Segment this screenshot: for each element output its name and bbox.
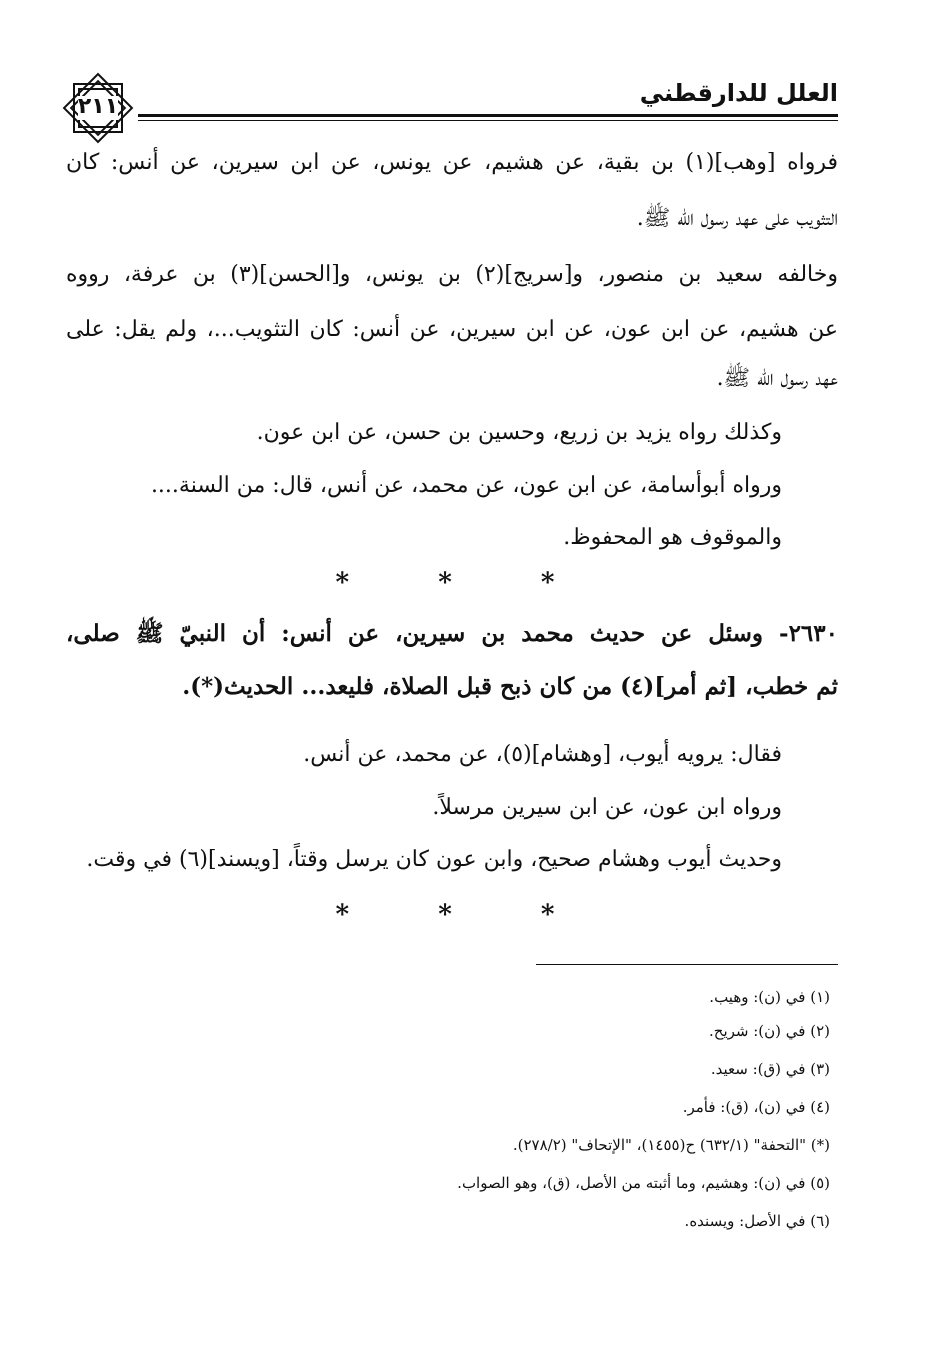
running-header-title: العلل للدارقطني bbox=[639, 79, 838, 107]
footnote: (٣) في (ق): سعيد. bbox=[710, 1060, 830, 1078]
text-line: وخالفه سعيد بن منصور، و[سريج](٢) بن يونس، و[الحسن](٣) بن عرفة، رووه bbox=[66, 262, 838, 287]
text-line: عن هشيم، عن ابن عون، عن ابن سيرين، عن أنس: كان التثويب...، ولم يقل: على bbox=[66, 317, 838, 342]
footnote: (*) "التحفة" (٦٣٢/١) ح(١٤٥٥)، "الإتحاف" (٢٧٨/٢). bbox=[512, 1136, 830, 1154]
text-line: التثويب على عهد رسول الله ﷺ. bbox=[636, 206, 838, 231]
page-number: ٢١١ bbox=[77, 94, 119, 119]
section-separator: * * * bbox=[335, 568, 595, 598]
text-line: والموقوف هو المحفوظ. bbox=[563, 525, 782, 550]
footnote-rule bbox=[536, 964, 838, 965]
text-line: فرواه [وهب](١) بن بقية، عن هشيم، عن يونس، عن ابن سيرين، عن أنس: كان bbox=[66, 150, 838, 175]
footnote: (١) في (ن): وهيب. bbox=[709, 988, 830, 1006]
footnote: (٤) في (ن)، (ق): فأمر. bbox=[682, 1098, 830, 1116]
footnote: (٦) في الأصل: ويسنده. bbox=[684, 1212, 830, 1230]
text-line: ورواه أبوأسامة، عن ابن عون، عن محمد، عن أنس، قال: من السنة.... bbox=[150, 473, 782, 498]
text-line: عهد رسول الله ﷺ. bbox=[716, 366, 838, 391]
header-double-rule bbox=[138, 114, 838, 124]
entry-heading: ٢٦٣٠- وسئل عن حديث محمد بن سيرين، عن أنس: أن النبيّ ﷺ صلى، bbox=[66, 620, 838, 647]
text-line: وحديث أيوب وهشام صحيح، وابن عون كان يرسل وقتاً، [ويسند](٦) في وقت. bbox=[86, 847, 782, 872]
footnote: (٢) في (ن): شريح. bbox=[709, 1022, 830, 1040]
footnote: (٥) في (ن): وهشيم، وما أثبته من الأصل، (ق)، وهو الصواب. bbox=[457, 1174, 830, 1192]
text-line: ورواه ابن عون، عن ابن سيرين مرسلاً. bbox=[432, 795, 782, 820]
section-separator: * * * bbox=[335, 900, 595, 930]
text-line: وكذلك رواه يزيد بن زريع، وحسين بن حسن، عن ابن عون. bbox=[256, 420, 782, 445]
text-line: فقال: يرويه أيوب، [وهشام](٥)، عن محمد، عن أنس. bbox=[303, 742, 782, 767]
page-number-badge bbox=[56, 66, 140, 150]
entry-heading-cont: ثم خطب، [ثم أمر](٤) من كان ذبح قبل الصلاة، فليعد... الحديث(*). bbox=[182, 673, 838, 700]
